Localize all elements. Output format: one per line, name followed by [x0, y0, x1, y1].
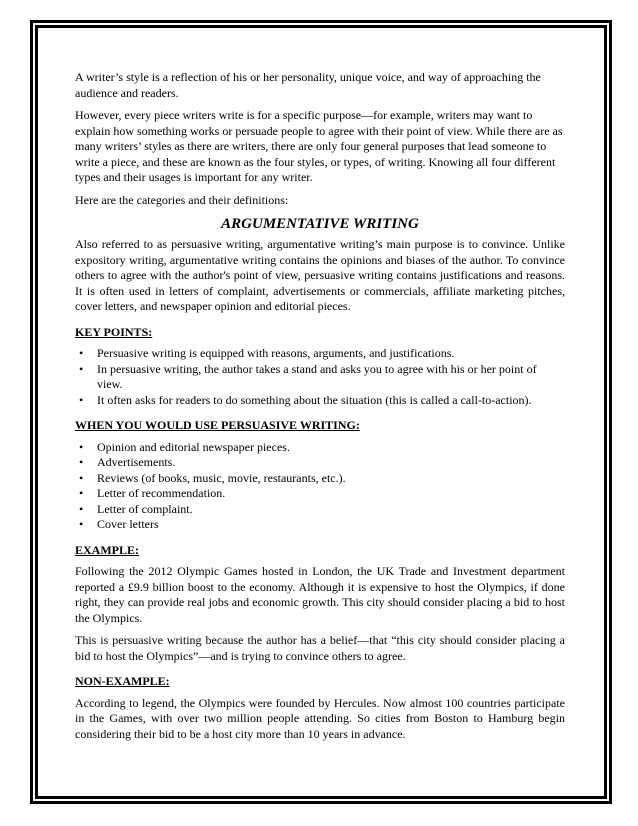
list-item: • Letter of complaint.: [79, 501, 193, 516]
key-points-list: [75, 346, 565, 408]
bullet-icon: •: [79, 470, 84, 485]
when-to-use-heading: WHEN YOU WOULD USE PERSUASIVE WRITING:: [75, 418, 360, 432]
list-item: • Persuasive writing is equipped with reasons, arguments, and justifications.: [79, 346, 455, 360]
bullet-icon: •: [79, 361, 84, 376]
list-item: • Reviews (of books, music, movie, restaurants, etc.).: [79, 470, 346, 485]
list-item: • Letter of recommendation.: [79, 486, 226, 500]
bullet-icon: •: [79, 392, 84, 407]
intro-paragraph-2: However, every piece writers write is for a specific purpose—for example, writers may want to explain how something works or persuade people to agree with their point of view. While there are as many writers’ styles as there are writers, there are only four general purposes that lead someone to write a piece, and these are known as the four styles, or types, of writing. Knowing all four different types and their usages is important for any writer.: [75, 108, 563, 184]
non-example-heading: NON-EXAMPLE:: [75, 674, 170, 688]
definition-paragraph: Also referred to as persuasive writing, argumentative writing’s main purpose is to convince. Unlike expository writing, argumentative writing contains the opinions and biases of the author. To convince others to agree with the author's point of view, persuasive writing contains justifications and reasons. It is often used in letters of complaint, advertisements or commercials, affiliate marketing pitches, cover letters, and newspaper opinion and editorial pieces.: [75, 237, 565, 313]
bullet-icon: •: [79, 346, 84, 360]
document-body: [75, 70, 565, 749]
bullet-icon: •: [79, 517, 84, 531]
list-item: • Advertisements.: [79, 455, 176, 469]
list-item: • It often asks for readers to do something about the situation (this is called a call-to-action).: [79, 392, 532, 407]
list-item: • Opinion and editorial newspaper pieces.: [79, 439, 290, 454]
section-title: ARGUMENTATIVE WRITING: [221, 216, 419, 232]
non-example-paragraph: According to legend, the Olympics were founded by Hercules. Now almost 100 countries participate in the Games, with over two million people attending. So cities from Boston to Hamburg begin considering their bid to be a host city more than 10 years in advance.: [75, 695, 565, 741]
bullet-icon: •: [79, 455, 84, 469]
intro-paragraph-3: Here are the categories and their definitions:: [75, 192, 289, 207]
list-item: • In persuasive writing, the author takes a stand and asks you to agree with his or her point of view.: [79, 361, 537, 391]
example-heading: EXAMPLE:: [75, 542, 139, 557]
bullet-icon: •: [79, 486, 84, 500]
key-points-heading: KEY POINTS:: [75, 324, 153, 339]
example-paragraph-2: This is persuasive writing because the author has a belief—that “this city should consider placing a bid to host the Olympics”—and is trying to convince others to agree.: [75, 633, 565, 663]
list-item: • Cover letters: [79, 517, 159, 531]
example-paragraph-1: Following the 2012 Olympic Games hosted in London, the UK Trade and Investment department reported a £9.9 billion boost to the economy. Although it is expensive to host the Olympics, if done right, they can provide real jobs and economic growth. This city should consider placing a bid to host the Olympics.: [75, 564, 565, 625]
bullet-icon: •: [79, 439, 84, 454]
bullet-icon: •: [79, 501, 84, 516]
when-to-use-list: [75, 440, 565, 533]
intro-paragraph-1: A writer’s style is a reflection of his or her personality, unique voice, and way of approaching the audience and readers.: [75, 70, 541, 100]
